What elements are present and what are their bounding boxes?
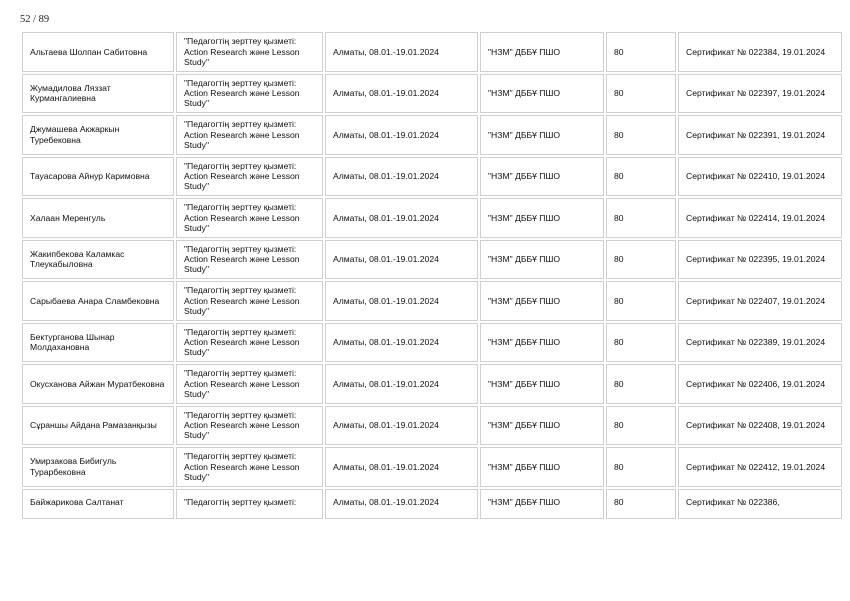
cell-certificate: Сертификат № 022414, 19.01.2024 [678, 198, 842, 238]
table-row [22, 32, 842, 72]
cell-organization: "НЗМ" ДББҰ ПШО [480, 406, 604, 446]
cell-organization: "НЗМ" ДББҰ ПШО [480, 323, 604, 363]
cell-hours: 80 [606, 115, 676, 155]
cell-name: Сұраншы Айдана Рамазанқызы [22, 406, 174, 446]
cell-organization: "НЗМ" ДББҰ ПШО [480, 240, 604, 280]
cell-name: Сарыбаева Анара Сламбековна [22, 281, 174, 321]
table-body [22, 32, 842, 519]
cell-course: "Педагогтің зерттеу қызметі: Action Research және Lesson Study" [176, 32, 323, 72]
cell-organization: "НЗМ" ДББҰ ПШО [480, 364, 604, 404]
cell-certificate: Сертификат № 022412, 19.01.2024 [678, 447, 842, 487]
cell-hours: 80 [606, 406, 676, 446]
cell-hours: 80 [606, 489, 676, 519]
cell-certificate: Сертификат № 022406, 19.01.2024 [678, 364, 842, 404]
cell-name: Халаан Меренгуль [22, 198, 174, 238]
cell-organization: "НЗМ" ДББҰ ПШО [480, 157, 604, 197]
cell-place-dates: Алматы, 08.01.-19.01.2024 [325, 240, 478, 280]
cell-organization: "НЗМ" ДББҰ ПШО [480, 281, 604, 321]
cell-place-dates: Алматы, 08.01.-19.01.2024 [325, 323, 478, 363]
cell-certificate: Сертификат № 022391, 19.01.2024 [678, 115, 842, 155]
cell-hours: 80 [606, 364, 676, 404]
cell-name: Бектурганова Шынар Молдахановна [22, 323, 174, 363]
cell-course: "Педагогтің зерттеу қызметі: Action Research және Lesson Study" [176, 281, 323, 321]
table-row [22, 281, 842, 321]
cell-name: Альтаева Шолпан Сабитовна [22, 32, 174, 72]
cell-name: Жумадилова Ляззат Курмангалиевна [22, 74, 174, 114]
cell-course: "Педагогтің зерттеу қызметі: Action Research және Lesson Study" [176, 115, 323, 155]
table-row [22, 74, 842, 114]
cell-name: Окусханова Айжан Муратбековна [22, 364, 174, 404]
cell-name: Байжарикова Салтанат [22, 489, 174, 519]
table-row [22, 323, 842, 363]
cell-certificate: Сертификат № 022408, 19.01.2024 [678, 406, 842, 446]
cell-certificate: Сертификат № 022384, 19.01.2024 [678, 32, 842, 72]
cell-course: "Педагогтің зерттеу қызметі: Action Research және Lesson Study" [176, 240, 323, 280]
cell-course: "Педагогтің зерттеу қызметі: Action Research және Lesson Study" [176, 157, 323, 197]
cell-course: "Педагогтің зерттеу қызметі: Action Research және Lesson Study" [176, 447, 323, 487]
cell-place-dates: Алматы, 08.01.-19.01.2024 [325, 32, 478, 72]
cell-organization: "НЗМ" ДББҰ ПШО [480, 447, 604, 487]
cell-course: "Педагогтің зерттеу қызметі: Action Research және Lesson Study" [176, 74, 323, 114]
cell-name: Тауасарова Айнур Каримовна [22, 157, 174, 197]
table-row [22, 115, 842, 155]
cell-certificate: Сертификат № 022395, 19.01.2024 [678, 240, 842, 280]
table-row [22, 406, 842, 446]
cell-hours: 80 [606, 240, 676, 280]
cell-certificate: Сертификат № 022397, 19.01.2024 [678, 74, 842, 114]
table-row [22, 489, 842, 519]
cell-organization: "НЗМ" ДББҰ ПШО [480, 32, 604, 72]
cell-course: "Педагогтің зерттеу қызметі: Action Research және Lesson Study" [176, 406, 323, 446]
cell-hours: 80 [606, 198, 676, 238]
cell-certificate: Сертификат № 022389, 19.01.2024 [678, 323, 842, 363]
cell-place-dates: Алматы, 08.01.-19.01.2024 [325, 281, 478, 321]
cell-place-dates: Алматы, 08.01.-19.01.2024 [325, 406, 478, 446]
table-row [22, 198, 842, 238]
cell-course: "Педагогтің зерттеу қызметі: Action Research және Lesson Study" [176, 364, 323, 404]
cell-course: "Педагогтің зерттеу қызметі: Action Research және Lesson Study" [176, 198, 323, 238]
cell-name: Джумашева Акжаркын Туребековна [22, 115, 174, 155]
cell-course: "Педагогтің зерттеу қызметі: [176, 489, 323, 519]
cell-organization: "НЗМ" ДББҰ ПШО [480, 74, 604, 114]
cell-hours: 80 [606, 447, 676, 487]
table-row [22, 157, 842, 197]
cell-name: Умирзакова Бибигуль Турарбековна [22, 447, 174, 487]
cell-place-dates: Алматы, 08.01.-19.01.2024 [325, 447, 478, 487]
cell-place-dates: Алматы, 08.01.-19.01.2024 [325, 198, 478, 238]
cell-hours: 80 [606, 323, 676, 363]
cell-hours: 80 [606, 281, 676, 321]
cell-place-dates: Алматы, 08.01.-19.01.2024 [325, 74, 478, 114]
cell-hours: 80 [606, 157, 676, 197]
certificates-table [20, 30, 844, 521]
page-number: 52 / 89 [20, 14, 50, 25]
cell-place-dates: Алматы, 08.01.-19.01.2024 [325, 489, 478, 519]
cell-hours: 80 [606, 74, 676, 114]
table-row [22, 447, 842, 487]
table-row [22, 364, 842, 404]
cell-name: Жакипбекова Каламкас Тлеукабыловна [22, 240, 174, 280]
cell-course: "Педагогтің зерттеу қызметі: Action Research және Lesson Study" [176, 323, 323, 363]
cell-place-dates: Алматы, 08.01.-19.01.2024 [325, 115, 478, 155]
cell-place-dates: Алматы, 08.01.-19.01.2024 [325, 157, 478, 197]
cell-organization: "НЗМ" ДББҰ ПШО [480, 115, 604, 155]
table-row [22, 240, 842, 280]
cell-organization: "НЗМ" ДББҰ ПШО [480, 489, 604, 519]
cell-certificate: Сертификат № 022410, 19.01.2024 [678, 157, 842, 197]
cell-hours: 80 [606, 32, 676, 72]
cell-certificate: Сертификат № 022407, 19.01.2024 [678, 281, 842, 321]
cell-place-dates: Алматы, 08.01.-19.01.2024 [325, 364, 478, 404]
cell-organization: "НЗМ" ДББҰ ПШО [480, 198, 604, 238]
cell-certificate: Сертификат № 022386, [678, 489, 842, 519]
